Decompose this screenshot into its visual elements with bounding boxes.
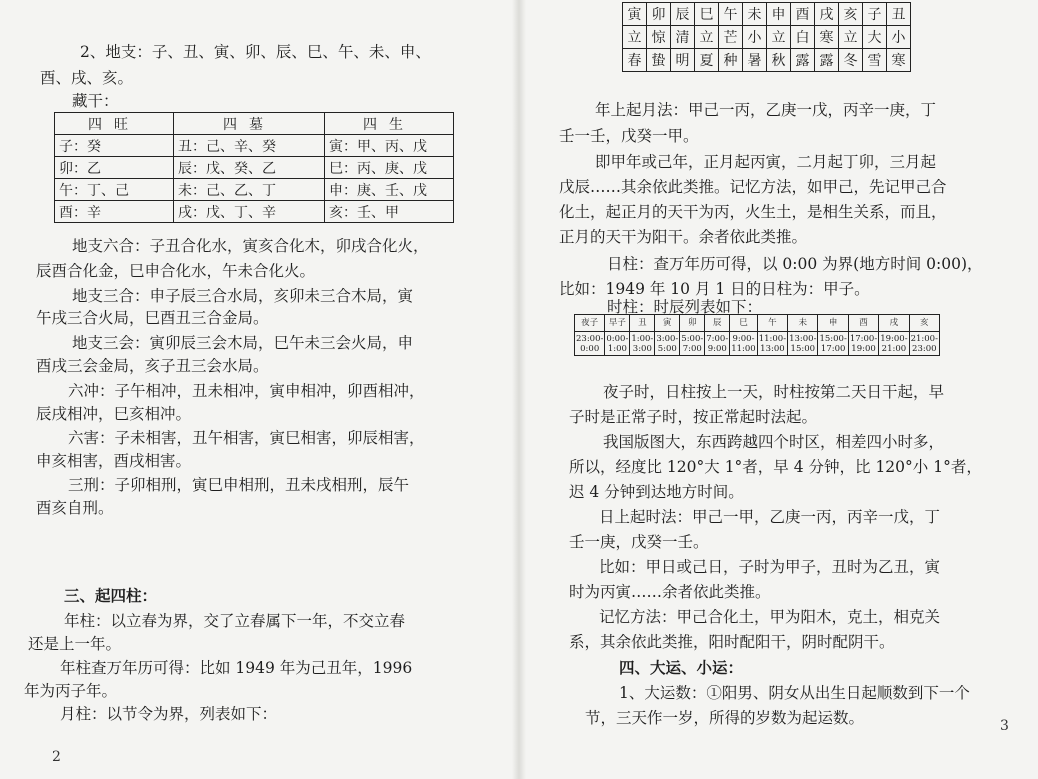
- time-start: 0:00-: [606, 333, 629, 344]
- table-cell: 大: [863, 26, 887, 49]
- mnemonic-line-2: 系，其余依此类推，阳时配阳干，阴时配阴干。: [569, 633, 895, 651]
- nianzhu-line-3: 年柱查万年历可得：比如 1949 年为己丑年，1996: [60, 659, 413, 677]
- table-cell: 卯: [680, 315, 705, 332]
- nianzhu-line-1: 年柱：以立春为界，交了立春属下一年，不交立春: [64, 612, 406, 630]
- section-heading-qisizhu: 三、起四柱：: [64, 586, 158, 605]
- example-line-2: 时为丙寅……余者依此类推。: [569, 583, 771, 601]
- table-cell: 卯：乙: [55, 157, 174, 179]
- dizhi-line-2: 酉、戌、亥。: [40, 69, 134, 87]
- time-start: 5:00-: [681, 333, 704, 344]
- table-cell: 寒: [815, 26, 839, 49]
- time-end: 1:00: [607, 343, 627, 354]
- table-cell: 寅: [623, 3, 647, 26]
- table-cell: 戌：戊、丁、辛: [174, 201, 325, 223]
- table-cell: 小: [743, 26, 767, 49]
- table-cell: [680, 332, 705, 356]
- liuchong-line-2: 辰戌相冲，巳亥相冲。: [36, 405, 192, 423]
- table-cell: [575, 332, 605, 356]
- yuezhu-explain-line-4: 正月的天干为阳干。余者依此类推。: [559, 228, 808, 246]
- table-cell: 寅: [655, 315, 680, 332]
- rizhu-line-1: 日柱：查万年历可得，以 0:00 为界(地方时间 0:00)，: [607, 255, 983, 273]
- canggan-label: 藏干：: [72, 92, 119, 110]
- table-cell: 辰: [671, 3, 695, 26]
- table-cell: 亥：壬、甲: [325, 201, 454, 223]
- jieqi-term-row-2: [623, 49, 911, 72]
- dayun-line-1: 1、大运数：①阳男、阴女从出生日起顺数到下一个: [619, 684, 970, 702]
- time-start: 11:00-: [758, 333, 787, 344]
- timezone-line-1: 我国版图大，东西跨越四个时区，相差四小时多，: [603, 433, 945, 451]
- table-cell: 立: [623, 26, 647, 49]
- table-cell: [879, 332, 909, 356]
- liuhai-line-1: 六害：子未相害，丑午相害，寅巳相害，卯辰相害，: [68, 429, 425, 447]
- time-end: 7:00: [682, 343, 702, 354]
- shichen-branch-row: [575, 315, 940, 332]
- page-number-right: 3: [1000, 718, 1009, 734]
- liuhe-line-1: 地支六合：子丑合化水，寅亥合化木，卯戌合化火，: [72, 237, 429, 255]
- yezi-line-1: 夜子时，日柱按上一天，时柱按第二天日干起，早: [603, 383, 945, 401]
- table-cell: 芒: [719, 26, 743, 49]
- table-cell: 未：己、乙、丁: [174, 179, 325, 201]
- table-cell: 巳: [695, 3, 719, 26]
- table-cell: 立: [767, 26, 791, 49]
- table-cell: 丑: [887, 3, 911, 26]
- table-cell: 清: [671, 26, 695, 49]
- time-start: 23:00-: [576, 333, 604, 344]
- time-start: 3:00-: [656, 333, 679, 344]
- nianzhu-line-2: 还是上一年。: [28, 635, 122, 653]
- liuchong-line-1: 六冲：子午相冲，丑未相冲，寅申相冲，卯酉相冲，: [68, 382, 425, 400]
- table-cell: 戌: [815, 3, 839, 26]
- table-cell: 亥: [909, 315, 939, 332]
- table-cell: 未: [743, 3, 767, 26]
- table-row: [55, 179, 454, 201]
- time-end: 17:00: [820, 343, 846, 354]
- rizhu-line-2: 比如：1949 年 10 月 1 日的日柱为：甲子。: [559, 280, 870, 298]
- table-cell: 小: [887, 26, 911, 49]
- yuezhu-explain-line-1: 即甲年或己年，正月起丙寅，二月起丁卯，三月起: [595, 153, 937, 171]
- section-heading-dayun: 四、大运、小运：: [619, 658, 744, 677]
- table-cell: 午：丁、己: [55, 179, 174, 201]
- table-cell: 丑：己、辛、癸: [174, 135, 325, 157]
- time-end: 13:00: [760, 343, 785, 354]
- table-cell: 白: [791, 26, 815, 49]
- time-end: 21:00: [881, 343, 907, 354]
- shichen-table: [574, 314, 940, 356]
- table-cell: 春: [623, 49, 647, 72]
- timezone-line-3: 迟 4 分钟到达地方时间。: [569, 483, 744, 501]
- time-start: 7:00-: [706, 333, 729, 344]
- time-end: 15:00: [790, 343, 816, 354]
- sanxing-line-1: 三刑：子卯相刑，寅巳申相刑，丑未戌相刑，辰午: [68, 476, 410, 494]
- jieqi-term-row-1: [623, 26, 911, 49]
- table-cell: 酉: [848, 315, 878, 332]
- sanhui-line-1: 地支三会：寅卯辰三会木局，巳午未三会火局，申: [72, 334, 414, 352]
- time-start: 17:00-: [849, 333, 878, 344]
- table-cell: 夏: [695, 49, 719, 72]
- table-cell: [655, 332, 680, 356]
- table-row: [55, 135, 454, 157]
- table-cell: 丑: [630, 315, 655, 332]
- time-end: 23:00: [912, 343, 937, 354]
- sanhe-line-2: 午戌三合火局，巳酉丑三合金局。: [36, 309, 269, 327]
- table-cell: 午: [719, 3, 743, 26]
- yuezhu-explain-line-2: 戊辰……其余依此类推。记忆方法，如甲己，先记甲己合: [559, 178, 947, 196]
- table-cell: [705, 332, 730, 356]
- shizhu-method-line-2: 壬一庚，戊癸一壬。: [569, 533, 709, 551]
- sanhe-line-1: 地支三合：申子辰三合水局，亥卯未三合木局，寅: [72, 287, 414, 305]
- table-cell: 寒: [887, 49, 911, 72]
- table-cell: [788, 332, 818, 356]
- table-cell: [605, 332, 630, 356]
- table-cell: 夜子: [575, 315, 605, 332]
- table-cell: 酉: [791, 3, 815, 26]
- time-start: 19:00-: [880, 333, 908, 344]
- table-cell: 戌: [879, 315, 909, 332]
- canggan-table: [54, 112, 454, 223]
- table-cell: 暑: [743, 49, 767, 72]
- table-cell: 雪: [863, 49, 887, 72]
- table-cell: 种: [719, 49, 743, 72]
- table-cell: 辰：戊、癸、乙: [174, 157, 325, 179]
- time-start: 21:00-: [910, 333, 938, 344]
- table-cell: 露: [815, 49, 839, 72]
- yuezhu-explain-line-3: 化土，起正月的天干为丙，火生土，是相生关系，而且，: [559, 203, 947, 221]
- table-cell: 午: [757, 315, 787, 332]
- table-cell: 申：庚、壬、戊: [325, 179, 454, 201]
- table-cell: 亥: [839, 3, 863, 26]
- table-cell: 露: [791, 49, 815, 72]
- shizhu-method-line-1: 日上起时法：甲己一甲，乙庚一丙，丙辛一戊，丁: [599, 508, 941, 526]
- yezi-line-2: 子时是正常子时，按正常起时法起。: [569, 408, 818, 426]
- table-row: [55, 157, 454, 179]
- table-cell: 未: [788, 315, 818, 332]
- jieqi-branch-row: [623, 3, 911, 26]
- time-start: 1:00-: [631, 333, 654, 344]
- header-siwang: 四旺: [55, 113, 174, 135]
- table-cell: 子：癸: [55, 135, 174, 157]
- time-start: 15:00-: [819, 333, 847, 344]
- time-end: 11:00: [731, 343, 756, 354]
- table-cell: 冬: [839, 49, 863, 72]
- table-cell: 秋: [767, 49, 791, 72]
- time-end: 3:00: [632, 343, 652, 354]
- table-cell: 申: [767, 3, 791, 26]
- table-cell: 申: [818, 315, 848, 332]
- nianzhu-line-4: 年为丙子年。: [24, 682, 118, 700]
- sanhui-line-2: 酉戌三会金局，亥子丑三会水局。: [36, 357, 269, 375]
- page-number-left: 2: [52, 749, 61, 765]
- time-end: 5:00: [657, 343, 677, 354]
- time-end: 0:00: [580, 343, 600, 354]
- mnemonic-line-1: 记忆方法：甲己合化土，甲为阳木，克土，相克关: [599, 608, 941, 626]
- table-cell: [730, 332, 758, 356]
- canggan-header-row: [55, 113, 454, 135]
- table-cell: 蛰: [647, 49, 671, 72]
- example-line-1: 比如：甲日或己日，子时为甲子，丑时为乙丑，寅: [599, 558, 941, 576]
- table-cell: 卯: [647, 3, 671, 26]
- shizhu-label: 时柱：时辰列表如下：: [607, 298, 763, 316]
- table-cell: 明: [671, 49, 695, 72]
- header-simu: 四墓: [174, 113, 325, 135]
- time-start: 9:00-: [732, 333, 755, 344]
- table-cell: 惊: [647, 26, 671, 49]
- table-cell: 巳: [730, 315, 758, 332]
- table-cell: 酉：辛: [55, 201, 174, 223]
- jieqi-table: [622, 2, 911, 72]
- dizhi-line-1: 2、地支：子、丑、寅、卯、辰、巳、午、未、申、: [80, 43, 431, 61]
- time-start: 13:00-: [789, 333, 817, 344]
- dayun-line-2: 节，三天作一岁，所得的岁数为起运数。: [585, 709, 865, 727]
- right-page: [519, 0, 1038, 779]
- yuezhu-method-line-1: 年上起月法：甲己一丙，乙庚一戊，丙辛一庚，丁: [595, 101, 937, 119]
- time-end: 9:00: [707, 343, 727, 354]
- table-row: [55, 201, 454, 223]
- sanxing-line-2: 酉亥自刑。: [36, 499, 114, 517]
- table-cell: 子: [863, 3, 887, 26]
- table-cell: 辰: [705, 315, 730, 332]
- yuezhu-line: 月柱：以节令为界，列表如下：: [60, 705, 278, 723]
- table-cell: 立: [839, 26, 863, 49]
- table-cell: 立: [695, 26, 719, 49]
- table-cell: 寅：甲、丙、戊: [325, 135, 454, 157]
- time-end: 19:00: [851, 343, 876, 354]
- table-cell: [909, 332, 939, 356]
- timezone-line-2: 所以，经度比 120°大 1°者，早 4 分钟，比 120°小 1°者，: [569, 458, 982, 476]
- header-sisheng: 四生: [325, 113, 454, 135]
- liuhai-line-2: 申亥相害，酉戌相害。: [36, 452, 192, 470]
- shichen-time-row: [575, 332, 940, 356]
- yuezhu-method-line-2: 壬一壬，戊癸一甲。: [559, 127, 699, 145]
- table-cell: [757, 332, 787, 356]
- table-cell: [818, 332, 848, 356]
- table-cell: [630, 332, 655, 356]
- liuhe-line-2: 辰酉合化金，巳申合化水，午未合化火。: [36, 262, 316, 280]
- table-cell: 巳：丙、庚、戊: [325, 157, 454, 179]
- table-cell: [848, 332, 878, 356]
- table-cell: 早子: [605, 315, 630, 332]
